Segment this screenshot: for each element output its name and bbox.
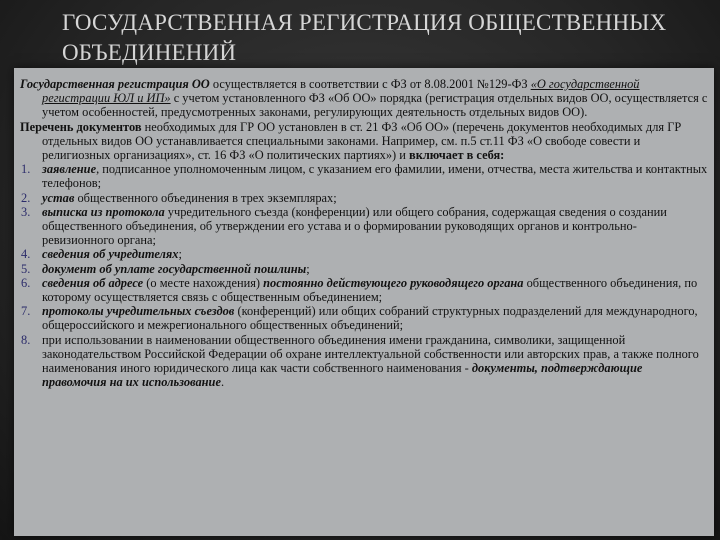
list-number: 2. (21, 190, 31, 205)
list-number: 7. (21, 304, 31, 319)
para2-bold-end: включает в себя: (409, 148, 505, 163)
documents-list (18, 162, 708, 389)
list-item (18, 205, 708, 248)
item-lead: сведения об адресе (42, 275, 144, 290)
item-lead-secondary: документы, подтверждающие правомочия на их использование (42, 361, 643, 390)
para1-lead: Государственная регистрация ОО (20, 77, 210, 91)
para1-text2: с учетом установленного ФЗ «Об ОО» порядка (регистрация отдельных видов ОО, осуществляется с учетом особенностей, предусмотренных законами, регулирующих деятельность отдельных видов ОО). (42, 91, 708, 120)
list-item (18, 276, 708, 304)
item-text: общественного объединения в трех экземплярах; (74, 190, 337, 205)
list-item (18, 247, 708, 261)
item-text: (конференций) или общих собраний структурных подразделений для международного, общероссийского и межрегионального общественных объединений; (42, 304, 698, 333)
paragraph-documents (18, 120, 708, 163)
item-lead: протоколы учредительных съездов (42, 304, 235, 319)
list-number: 1. (21, 162, 31, 177)
item-lead: заявление (42, 162, 97, 177)
list-number: 3. (21, 204, 31, 219)
content-text (18, 77, 708, 389)
para2-text1: необходимых для ГР ОО установлен в ст. 21 ФЗ «Об ОО» (перечень документов необходимых для ГР отдельных видов ОО устанавливается специальными законами. Например, см. п.5 ст.11 ФЗ «О свободе совести и религиозных организациях», ст. 16 ФЗ «О политических партиях») и (42, 119, 682, 163)
list-item (18, 304, 708, 332)
item-lead: устав (42, 190, 75, 205)
item-lead: документ об уплате государственной пошлины (42, 261, 307, 276)
list-item (18, 191, 708, 205)
list-item (18, 262, 708, 276)
para1-text1: осуществляется в соответствии с ФЗ от 8.08.2001 №129-ФЗ (209, 77, 531, 91)
item-text: , подписанное уполномоченным лицом, с указанием его фамилии, имени, отчества, места жительства и контактных телефонов; (42, 162, 708, 191)
list-number: 6. (21, 275, 31, 290)
list-item (18, 333, 708, 390)
item-lead-secondary: постоянно действующего руководящего органа (263, 275, 524, 290)
law-reference-link: «О государственной регистрации ЮЛ и ИП» (42, 77, 640, 106)
item-lead: сведения об учредителях (42, 247, 179, 262)
para2-lead: Перечень документов (20, 119, 142, 134)
list-number: 5. (21, 261, 31, 276)
list-item (18, 162, 708, 190)
item-text: учредительного съезда (конференции) или общего собрания, содержащая сведения о создании общественного объединения, об утверждении его устава и о формировании руководящих органов и контрольно-ревизионного органа; (42, 204, 667, 248)
list-number: 8. (21, 332, 31, 347)
item-text: при использовании в наименовании общественного объединения имени гражданина, символики, защищенной законодательством Российской Федерации об охране интеллектуальной собственности или авторских прав, а также полного наименования иного юридического лица как части собственного наименования - (42, 332, 699, 376)
list-number: 4. (21, 247, 31, 262)
item-text-secondary: . (220, 375, 225, 390)
item-text: (о месте нахождения) (143, 275, 264, 290)
item-text-secondary: общественного объединения, по которому осуществляется связь с общественным объединением; (42, 275, 698, 305)
paragraph-registration (18, 77, 708, 120)
item-text: ; (178, 247, 182, 262)
slide-title: ГОСУДАРСТВЕННАЯ РЕГИСТРАЦИЯ ОБЩЕСТВЕННЫХ ОБЪЕДИНЕНИЙ (62, 10, 667, 65)
content-panel (14, 68, 714, 536)
item-text: ; (306, 261, 310, 276)
item-lead: выписка из протокола (42, 204, 165, 219)
